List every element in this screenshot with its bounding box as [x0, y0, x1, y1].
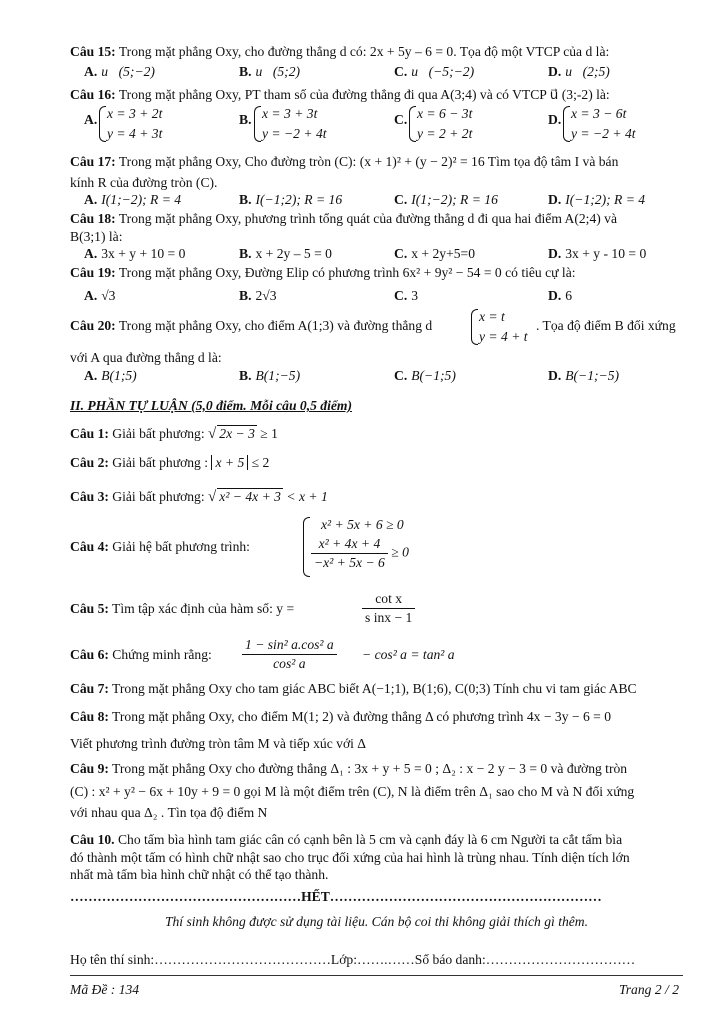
question-label: Câu 20: [70, 318, 116, 333]
option-text: 6 [565, 288, 573, 303]
section-title: II. PHẦN TỰ LUẬN (5,0 điểm. Mỗi câu 0,5 điểm) [70, 398, 353, 413]
option-label: A. [84, 64, 98, 79]
candidate-info: Họ tên thí sinh:…………………………………Lớp:…….……Số báo danh:…………………………… [70, 952, 636, 967]
question-text: Viết phương trình đường tròn tâm M và tiếp xúc với Δ [70, 736, 367, 751]
question-20 [70, 307, 683, 347]
question-text: Giải bất phương : [108, 455, 212, 470]
option-text: I(1;−2); R = 16 [411, 192, 498, 207]
question-text: ≤ 2 [248, 455, 270, 470]
question-15-options [84, 64, 683, 82]
question-18 [70, 211, 683, 227]
question-text: với nhau qua Δ₂ . Tìn tọa độ điểm N [70, 805, 268, 820]
option-text: B(−1;−5) [565, 368, 620, 383]
question-label: Câu 6: [70, 647, 109, 662]
question-18-options [84, 246, 683, 264]
question-label: Câu 5: [70, 601, 109, 616]
question-18-cont [70, 229, 683, 245]
question-label: Câu 1: [70, 426, 109, 441]
question-label: Câu 4: [70, 539, 109, 554]
question-label: Câu 17: [70, 154, 116, 169]
question-19 [70, 265, 683, 281]
question-text: Trong mặt phẳng Oxy, PT tham số của đường thẳng đi qua A(3;4) và có VTCP u⃗ (3;-2) là: [115, 87, 610, 102]
option-text: 3x + y - 10 = 0 [565, 246, 647, 261]
radicand: 2x − 3 [219, 426, 255, 441]
essay-question-8-cont [70, 736, 683, 752]
essay-question-6 [70, 636, 683, 676]
essay-question-10-cont2 [70, 867, 683, 883]
option-text: B(−1;5) [411, 368, 456, 383]
question-20-options [84, 368, 683, 386]
option-label: D. [548, 368, 562, 383]
option-text: u⃗(2;5) [565, 64, 610, 79]
question-text: Giải bất phương: [108, 489, 209, 504]
option-text: u⃗(−5;−2) [411, 64, 475, 79]
footer-divider [70, 975, 683, 976]
question-17-options [84, 192, 683, 210]
option-text: B(1;5) [101, 368, 137, 383]
absolute-value: x + 5 [211, 455, 248, 470]
option-label: A. [84, 192, 98, 207]
option-label: C. [394, 112, 408, 127]
question-text: Trong mặt phẳng Oxy, Đường Elip có phương trình 6x² + 9y² − 54 = 0 có tiêu cự là: [115, 265, 576, 280]
option-label: C. [394, 368, 408, 383]
question-19-options [84, 288, 683, 306]
page-number: Trang 2 / 2 [618, 982, 679, 997]
equation-system: x = 3 − 6t y = −2 + 4t [562, 104, 636, 144]
option-label: C. [394, 288, 408, 303]
essay-question-1: Câu 1: Giải bất phương: √ 2x − 3 ≥ 1 [70, 426, 278, 442]
question-text: Trong mặt phẳng Oxy, cho điểm M(1; 2) và đường thẳng Δ có phương trình 4x − 3y − 6 = 0 [108, 709, 612, 724]
essay-question-9 [70, 761, 683, 777]
question-text: B(3;1) là: [70, 229, 123, 244]
essay-question-9-cont [70, 784, 683, 800]
option-text: I(1;−2); R = 4 [101, 192, 182, 207]
option-text: √3 [101, 288, 116, 303]
option-label: B. [239, 368, 252, 383]
exam-note: Thí sinh không được sử dụng tài liệu. Cán bộ coi thi không giải thích gì thêm. [164, 914, 589, 929]
question-label: Câu 10. [70, 832, 115, 847]
essay-question-10 [70, 832, 683, 848]
option-label: D. [548, 246, 562, 261]
question-text: Trong mặt phẳng Oxy cho đường thẳng Δ₁ : 3x + y + 5 = 0 ; Δ₂ : x − 2 y − 3 = 0 và đường tròn [108, 761, 628, 776]
essay-question-5 [70, 590, 683, 630]
question-text: Trong mặt phẳng Oxy, phương trình tổng quát của đường thẳng d đi qua hai điểm A(2;4) và [115, 211, 618, 226]
equation-system: x = 3 + 3t y = −2 + 4t [253, 104, 327, 144]
inequality-system: x² + 5x + 6 ≥ 0 $\frac{\text{x² + 4x + 4}}{\text{−x² + 5x − 6}}$ ≥ 0 [302, 515, 409, 579]
essay-question-10-cont [70, 850, 683, 866]
question-text: Cho tấm bìa hình tam giác cân có cạnh bên là 5 cm và cạnh đáy là 6 cm Người ta cắt tấm bìa [114, 832, 623, 847]
option-label: A. [84, 368, 98, 383]
question-16-options [84, 104, 683, 144]
option-label: D. [548, 64, 562, 79]
essay-question-8 [70, 709, 683, 725]
option-text: 3 [411, 288, 419, 303]
option-text: u⃗(5;2) [255, 64, 301, 79]
fraction: $\frac{\text{1 − sin² a.cos² a}}{\text{cos² a}}$ [242, 636, 337, 673]
option-text: x + 2y+5=0 [411, 246, 475, 261]
option-text: I(−1;2); R = 16 [255, 192, 343, 207]
option-label: B. [239, 288, 252, 303]
essay-question-9-cont2 [70, 805, 683, 821]
question-16 [70, 87, 683, 103]
question-text: Tìm tập xác định của hàm số: y = [108, 601, 295, 616]
end-marker: ……………………………………………HẾT…………………………………………………… [70, 889, 602, 904]
option-label: C. [394, 64, 408, 79]
essay-question-4 [70, 515, 683, 581]
question-text: Trong mặt phẳng Oxy, Cho đường tròn (C): (x + 1)² + (y − 2)² = 16 Tìm tọa độ tâm I và bán [115, 154, 619, 169]
question-label: Câu 15: [70, 44, 116, 59]
option-label: D. [548, 288, 562, 303]
fraction: cot x s inx − 1 [362, 590, 415, 627]
option-label: A. [84, 246, 98, 261]
option-label: C. [394, 246, 408, 261]
option-label: B. [239, 112, 252, 127]
option-label: A. [84, 288, 98, 303]
option-text: x + 2y – 5 = 0 [255, 246, 332, 261]
question-text: với A qua đường thẳng d là: [70, 350, 222, 365]
question-text: kính R của đường tròn (C). [70, 175, 218, 190]
option-text: 3x + y + 10 = 0 [101, 246, 186, 261]
question-text: Trong mặt phẳng Oxy, cho đường thẳng d có: 2x + 5y – 6 = 0. Tọa độ một VTCP của d là: [115, 44, 610, 59]
option-label: B. [239, 64, 252, 79]
exam-code: Mã Đề : 134 [70, 982, 140, 997]
option-text: 2√3 [255, 288, 277, 303]
essay-question-3: Câu 3: Giải bất phương: √ x² − 4x + 3 < x + 1 [70, 489, 328, 505]
question-label: Câu 3: [70, 489, 109, 504]
equation-system: x = 3 + 2t y = 4 + 3t [98, 104, 162, 144]
question-label: Câu 7: [70, 681, 109, 696]
question-text: Chứng minh rằng: [108, 647, 212, 662]
option-label: D. [548, 112, 562, 127]
question-20-cont [70, 350, 683, 366]
question-text: Giải hệ bất phương trình: [108, 539, 250, 554]
question-label: Câu 2: [70, 455, 109, 470]
question-17-cont [70, 175, 683, 191]
question-text: Giải bất phương: [108, 426, 209, 441]
question-label: Câu 8: [70, 709, 109, 724]
question-text: Trong mặt phẳng Oxy cho tam giác ABC biết A(−1;1), B(1;6), C(0;3) Tính chu vi tam giác ABC [108, 681, 637, 696]
question-label: Câu 16: [70, 87, 116, 102]
option-label: C. [394, 192, 408, 207]
option-label: B. [239, 192, 252, 207]
option-text: u⃗(5;−2) [101, 64, 155, 79]
option-label: D. [548, 192, 562, 207]
option-text: B(1;−5) [255, 368, 301, 383]
question-label: Câu 19: [70, 265, 116, 280]
question-label: Câu 18: [70, 211, 116, 226]
question-text: < x + 1 [282, 489, 328, 504]
question-text: nhất mà tấm bìa hình chữ nhật có thể tạo thành. [70, 867, 329, 882]
question-text: đó thành một tấm có hình chữ nhật sao cho trục đối xứng của hai hình là trùng nhau. Tính diện tích lớn [70, 850, 630, 865]
question-17 [70, 154, 683, 170]
essay-question-2 [70, 455, 683, 471]
essay-question-7 [70, 681, 683, 697]
option-text: I(−1;2); R = 4 [565, 192, 646, 207]
radicand: x² − 4x + 3 [219, 489, 281, 504]
equation-system: x = 6 − 3t y = 2 + 2t [408, 104, 472, 144]
question-15 [70, 44, 683, 60]
line-equation-system: x = t y = 4 + t [470, 307, 528, 347]
question-text: − cos² a = tan² a [362, 647, 455, 662]
question-text: Trong mặt phẳng Oxy, cho điểm A(1;3) và đường thẳng d [115, 318, 433, 333]
option-label: A. [84, 112, 98, 127]
question-text: (C) : x² + y² − 6x + 10y + 9 = 0 gọi M là một điểm trên (C), N là điểm trên Δ₁ sao cho M và N đối xứng [70, 784, 635, 799]
question-text: ≥ 1 [256, 426, 278, 441]
question-label: Câu 9: [70, 761, 109, 776]
option-label: B. [239, 246, 252, 261]
question-text: . Tọa độ điểm B đối xứng [536, 318, 676, 333]
